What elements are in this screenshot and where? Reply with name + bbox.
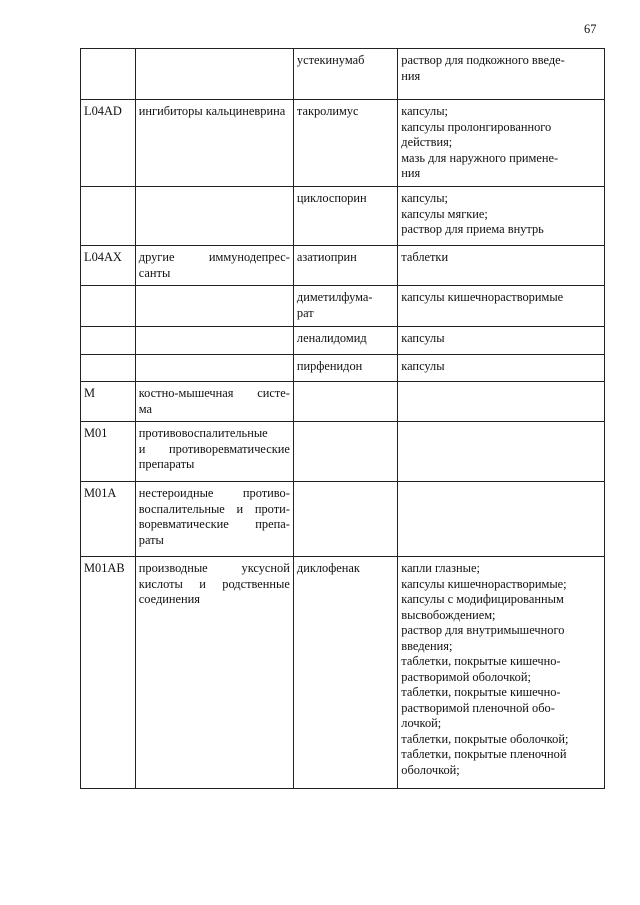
table-row xyxy=(81,327,605,355)
table-row xyxy=(81,187,605,246)
inn-cell: циклоспорин xyxy=(293,187,397,246)
atc-code-cell xyxy=(81,49,136,100)
atc-code-cell: L04AD xyxy=(81,100,136,187)
dosage-form-cell: капсулы кишечнорастворимые xyxy=(398,286,605,327)
inn-cell: диклофенак xyxy=(293,557,397,789)
dosage-form-cell xyxy=(398,482,605,557)
table-row xyxy=(81,422,605,482)
inn-cell: леналидомид xyxy=(293,327,397,355)
drug-table xyxy=(80,48,605,789)
atc-code-cell xyxy=(81,286,136,327)
table-row xyxy=(81,286,605,327)
group-cell: ингибиторы кальциневрина xyxy=(135,100,293,187)
table-row xyxy=(81,482,605,557)
atc-code-cell: M01 xyxy=(81,422,136,482)
atc-code-cell xyxy=(81,355,136,382)
inn-cell: азатиоприн xyxy=(293,246,397,286)
group-cell xyxy=(135,286,293,327)
dosage-form-cell: раствор для подкожного введе- ния xyxy=(398,49,605,100)
inn-cell xyxy=(293,482,397,557)
inn-cell: устекинумаб xyxy=(293,49,397,100)
inn-cell: пирфенидон xyxy=(293,355,397,382)
group-cell xyxy=(135,187,293,246)
inn-cell: диметилфума- рат xyxy=(293,286,397,327)
table-row xyxy=(81,100,605,187)
table-row xyxy=(81,355,605,382)
dosage-form-cell xyxy=(398,382,605,422)
group-cell: нестероидные противо- воспалительные и проти- воревматические препа- раты xyxy=(135,482,293,557)
dosage-form-cell: капсулы; капсулы пролонгированного действия; мазь для наружного примене- ния xyxy=(398,100,605,187)
dosage-form-cell: таблетки xyxy=(398,246,605,286)
dosage-form-cell: капсулы xyxy=(398,355,605,382)
dosage-form-cell: капсулы; капсулы мягкие; раствор для приема внутрь xyxy=(398,187,605,246)
dosage-form-cell: капли глазные; капсулы кишечнорастворимые; капсулы с модифицированным высвобождением; раствор для внутримышечного введения; таблетки, покрытые кишечно- растворимой оболочкой; таблетки, покрытые кишечно- растворимой пленочной обо- лочкой; таблетки, покрытые оболочкой; таблетки, покрытые пленочной оболочкой; xyxy=(398,557,605,789)
table-row xyxy=(81,49,605,100)
group-cell: производные уксусной кислоты и родственные соединения xyxy=(135,557,293,789)
atc-code-cell: M01A xyxy=(81,482,136,557)
group-cell: костно-мышечная систе- ма xyxy=(135,382,293,422)
dosage-form-cell xyxy=(398,422,605,482)
page-number: 67 xyxy=(584,22,597,36)
dosage-form-cell: капсулы xyxy=(398,327,605,355)
atc-code-cell: M xyxy=(81,382,136,422)
inn-cell xyxy=(293,422,397,482)
atc-code-cell: M01AB xyxy=(81,557,136,789)
inn-cell: такролимус xyxy=(293,100,397,187)
group-cell xyxy=(135,327,293,355)
table-row xyxy=(81,246,605,286)
table-row xyxy=(81,382,605,422)
group-cell xyxy=(135,355,293,382)
group-cell: другие иммунодепрес- санты xyxy=(135,246,293,286)
group-cell xyxy=(135,49,293,100)
atc-code-cell xyxy=(81,187,136,246)
atc-code-cell: L04AX xyxy=(81,246,136,286)
inn-cell xyxy=(293,382,397,422)
atc-code-cell xyxy=(81,327,136,355)
group-cell: противовоспалительные и противоревматические препараты xyxy=(135,422,293,482)
table-row xyxy=(81,557,605,789)
